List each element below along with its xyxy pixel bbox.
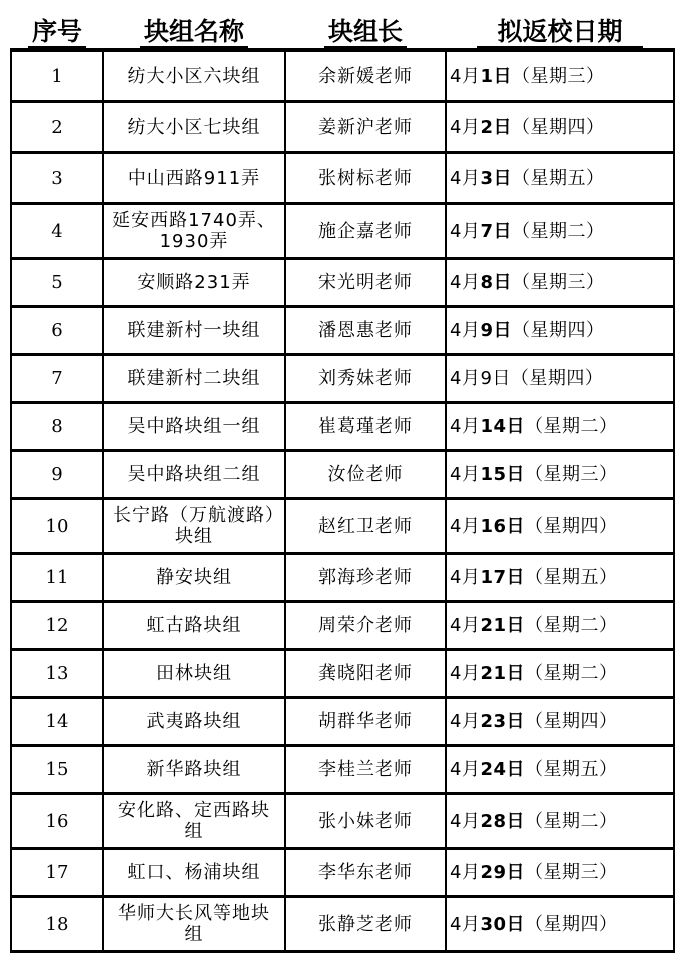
date-month: 4月 [450, 862, 481, 883]
date-day: 24日 [480, 759, 526, 780]
table-row [11, 355, 674, 403]
date-day: 3日 [480, 167, 512, 189]
date-weekday: （星期二） [525, 810, 618, 832]
block-group-leader: 郭海珍老师 [285, 554, 446, 602]
block-group-name: 安顺路231弄 [103, 259, 285, 307]
date-day: 2日 [480, 116, 512, 138]
date-month: 4月 [450, 515, 481, 537]
return-date [446, 794, 674, 849]
return-date [446, 897, 674, 952]
date-month: 4月 [450, 615, 481, 636]
block-group-leader: 周荣介老师 [285, 602, 446, 650]
date-day: 17日 [480, 567, 526, 588]
date-day: 23日 [480, 711, 526, 732]
date-month: 4月 [450, 464, 481, 485]
date-weekday: （星期五） [525, 567, 618, 588]
table-row [11, 698, 674, 746]
block-group-name: 吴中路块组一组 [103, 403, 285, 451]
row-number: 3 [11, 153, 103, 204]
date-day: 21日 [480, 663, 526, 684]
date-weekday: （星期五） [525, 759, 618, 780]
date-weekday: （星期四） [510, 368, 604, 389]
row-number: 12 [11, 602, 103, 650]
block-group-name: 新华路块组 [103, 746, 285, 794]
header-name: 块组名称 [103, 14, 285, 50]
block-group-name: 长宁路（万航渡路）块组 [103, 499, 285, 554]
table-row [11, 403, 674, 451]
block-group-leader: 赵红卫老师 [285, 499, 446, 554]
block-group-name: 田林块组 [103, 650, 285, 698]
block-group-name: 虹古路块组 [103, 602, 285, 650]
table-row [11, 153, 674, 204]
row-number: 18 [11, 897, 103, 952]
header-leader: 块组长 [285, 14, 446, 50]
block-group-leader: 宋光明老师 [285, 259, 446, 307]
row-number: 5 [11, 259, 103, 307]
table-row [11, 849, 674, 897]
date-day: 9日 [480, 368, 511, 389]
date-month: 4月 [450, 711, 481, 732]
date-month: 4月 [450, 320, 481, 341]
block-group-name: 纺大小区七块组 [103, 102, 285, 153]
header-date: 拟返校日期 [446, 14, 674, 50]
return-date [446, 50, 674, 102]
date-weekday: （星期四） [525, 711, 618, 732]
table-row [11, 602, 674, 650]
return-date [446, 307, 674, 355]
block-group-name: 中山西路911弄 [103, 153, 285, 204]
date-weekday: （星期四） [511, 116, 605, 138]
block-group-name: 联建新村一块组 [103, 307, 285, 355]
return-date [446, 849, 674, 897]
table-body [11, 50, 674, 952]
block-group-name: 武夷路块组 [103, 698, 285, 746]
return-date [446, 259, 674, 307]
block-group-name: 吴中路块组二组 [103, 451, 285, 499]
date-month: 4月 [450, 368, 481, 389]
date-month: 4月 [450, 663, 481, 684]
row-number: 17 [11, 849, 103, 897]
date-weekday: （星期三） [511, 65, 605, 87]
date-day: 16日 [480, 515, 526, 537]
row-number: 2 [11, 102, 103, 153]
block-group-leader: 张树标老师 [285, 153, 446, 204]
header-row [11, 14, 674, 50]
date-day: 28日 [480, 810, 526, 832]
date-weekday: （星期二） [525, 416, 618, 437]
date-month: 4月 [450, 913, 481, 935]
table-row [11, 897, 674, 952]
block-group-name: 联建新村二块组 [103, 355, 285, 403]
row-number: 13 [11, 650, 103, 698]
block-group-leader: 张小妹老师 [285, 794, 446, 849]
block-group-leader: 汝俭老师 [285, 451, 446, 499]
return-date [446, 746, 674, 794]
row-number: 15 [11, 746, 103, 794]
date-day: 29日 [480, 862, 526, 883]
row-number: 14 [11, 698, 103, 746]
block-group-leader: 余新媛老师 [285, 50, 446, 102]
return-date [446, 153, 674, 204]
row-number: 9 [11, 451, 103, 499]
table-row [11, 259, 674, 307]
date-month: 4月 [450, 416, 481, 437]
date-day: 9日 [480, 320, 512, 341]
return-date [446, 204, 674, 259]
date-day: 30日 [480, 913, 526, 935]
date-month: 4月 [450, 567, 481, 588]
block-group-name: 延安西路1740弄、1930弄 [103, 204, 285, 259]
return-date [446, 602, 674, 650]
row-number: 8 [11, 403, 103, 451]
table-row [11, 746, 674, 794]
date-day: 7日 [480, 220, 512, 242]
date-month: 4月 [450, 272, 481, 293]
return-date [446, 102, 674, 153]
block-group-leader: 潘恩惠老师 [285, 307, 446, 355]
table-row [11, 499, 674, 554]
date-day: 15日 [480, 464, 526, 485]
table-row [11, 50, 674, 102]
date-month: 4月 [450, 810, 481, 832]
date-weekday: （星期三） [525, 862, 618, 883]
date-month: 4月 [450, 116, 481, 138]
date-weekday: （星期二） [525, 615, 618, 636]
header-no: 序号 [11, 14, 103, 50]
date-weekday: （星期四） [525, 515, 618, 537]
date-weekday: （星期五） [511, 167, 605, 189]
block-group-name: 华师大长风等地块组 [103, 897, 285, 952]
row-number: 4 [11, 204, 103, 259]
return-date [446, 451, 674, 499]
block-group-leader: 李桂兰老师 [285, 746, 446, 794]
table-row [11, 307, 674, 355]
return-date [446, 554, 674, 602]
return-date [446, 403, 674, 451]
table-row [11, 794, 674, 849]
table-row [11, 451, 674, 499]
table-row [11, 204, 674, 259]
date-day: 1日 [480, 65, 512, 87]
block-group-leader: 龚晓阳老师 [285, 650, 446, 698]
return-date [446, 650, 674, 698]
block-group-leader: 姜新沪老师 [285, 102, 446, 153]
date-day: 21日 [480, 615, 526, 636]
date-weekday: （星期四） [511, 320, 605, 341]
block-group-leader: 张静芝老师 [285, 897, 446, 952]
row-number: 16 [11, 794, 103, 849]
return-date [446, 355, 674, 403]
date-day: 8日 [480, 272, 512, 293]
table-row [11, 554, 674, 602]
row-number: 11 [11, 554, 103, 602]
date-weekday: （星期四） [525, 913, 618, 935]
return-schedule-table [10, 14, 675, 953]
row-number: 6 [11, 307, 103, 355]
date-month: 4月 [450, 167, 481, 189]
date-weekday: （星期二） [525, 663, 618, 684]
row-number: 7 [11, 355, 103, 403]
block-group-leader: 刘秀妹老师 [285, 355, 446, 403]
block-group-leader: 施企嘉老师 [285, 204, 446, 259]
return-date [446, 499, 674, 554]
row-number: 10 [11, 499, 103, 554]
date-month: 4月 [450, 65, 481, 87]
block-group-name: 纺大小区六块组 [103, 50, 285, 102]
table-row [11, 102, 674, 153]
return-date [446, 698, 674, 746]
block-group-name: 虹口、杨浦块组 [103, 849, 285, 897]
block-group-leader: 崔葛瑾老师 [285, 403, 446, 451]
block-group-name: 安化路、定西路块组 [103, 794, 285, 849]
date-month: 4月 [450, 759, 481, 780]
block-group-leader: 李华东老师 [285, 849, 446, 897]
block-group-leader: 胡群华老师 [285, 698, 446, 746]
row-number: 1 [11, 50, 103, 102]
date-weekday: （星期三） [525, 464, 618, 485]
date-weekday: （星期二） [511, 220, 605, 242]
date-weekday: （星期三） [511, 272, 605, 293]
date-month: 4月 [450, 220, 481, 242]
date-day: 14日 [480, 416, 526, 437]
table-row [11, 650, 674, 698]
block-group-name: 静安块组 [103, 554, 285, 602]
